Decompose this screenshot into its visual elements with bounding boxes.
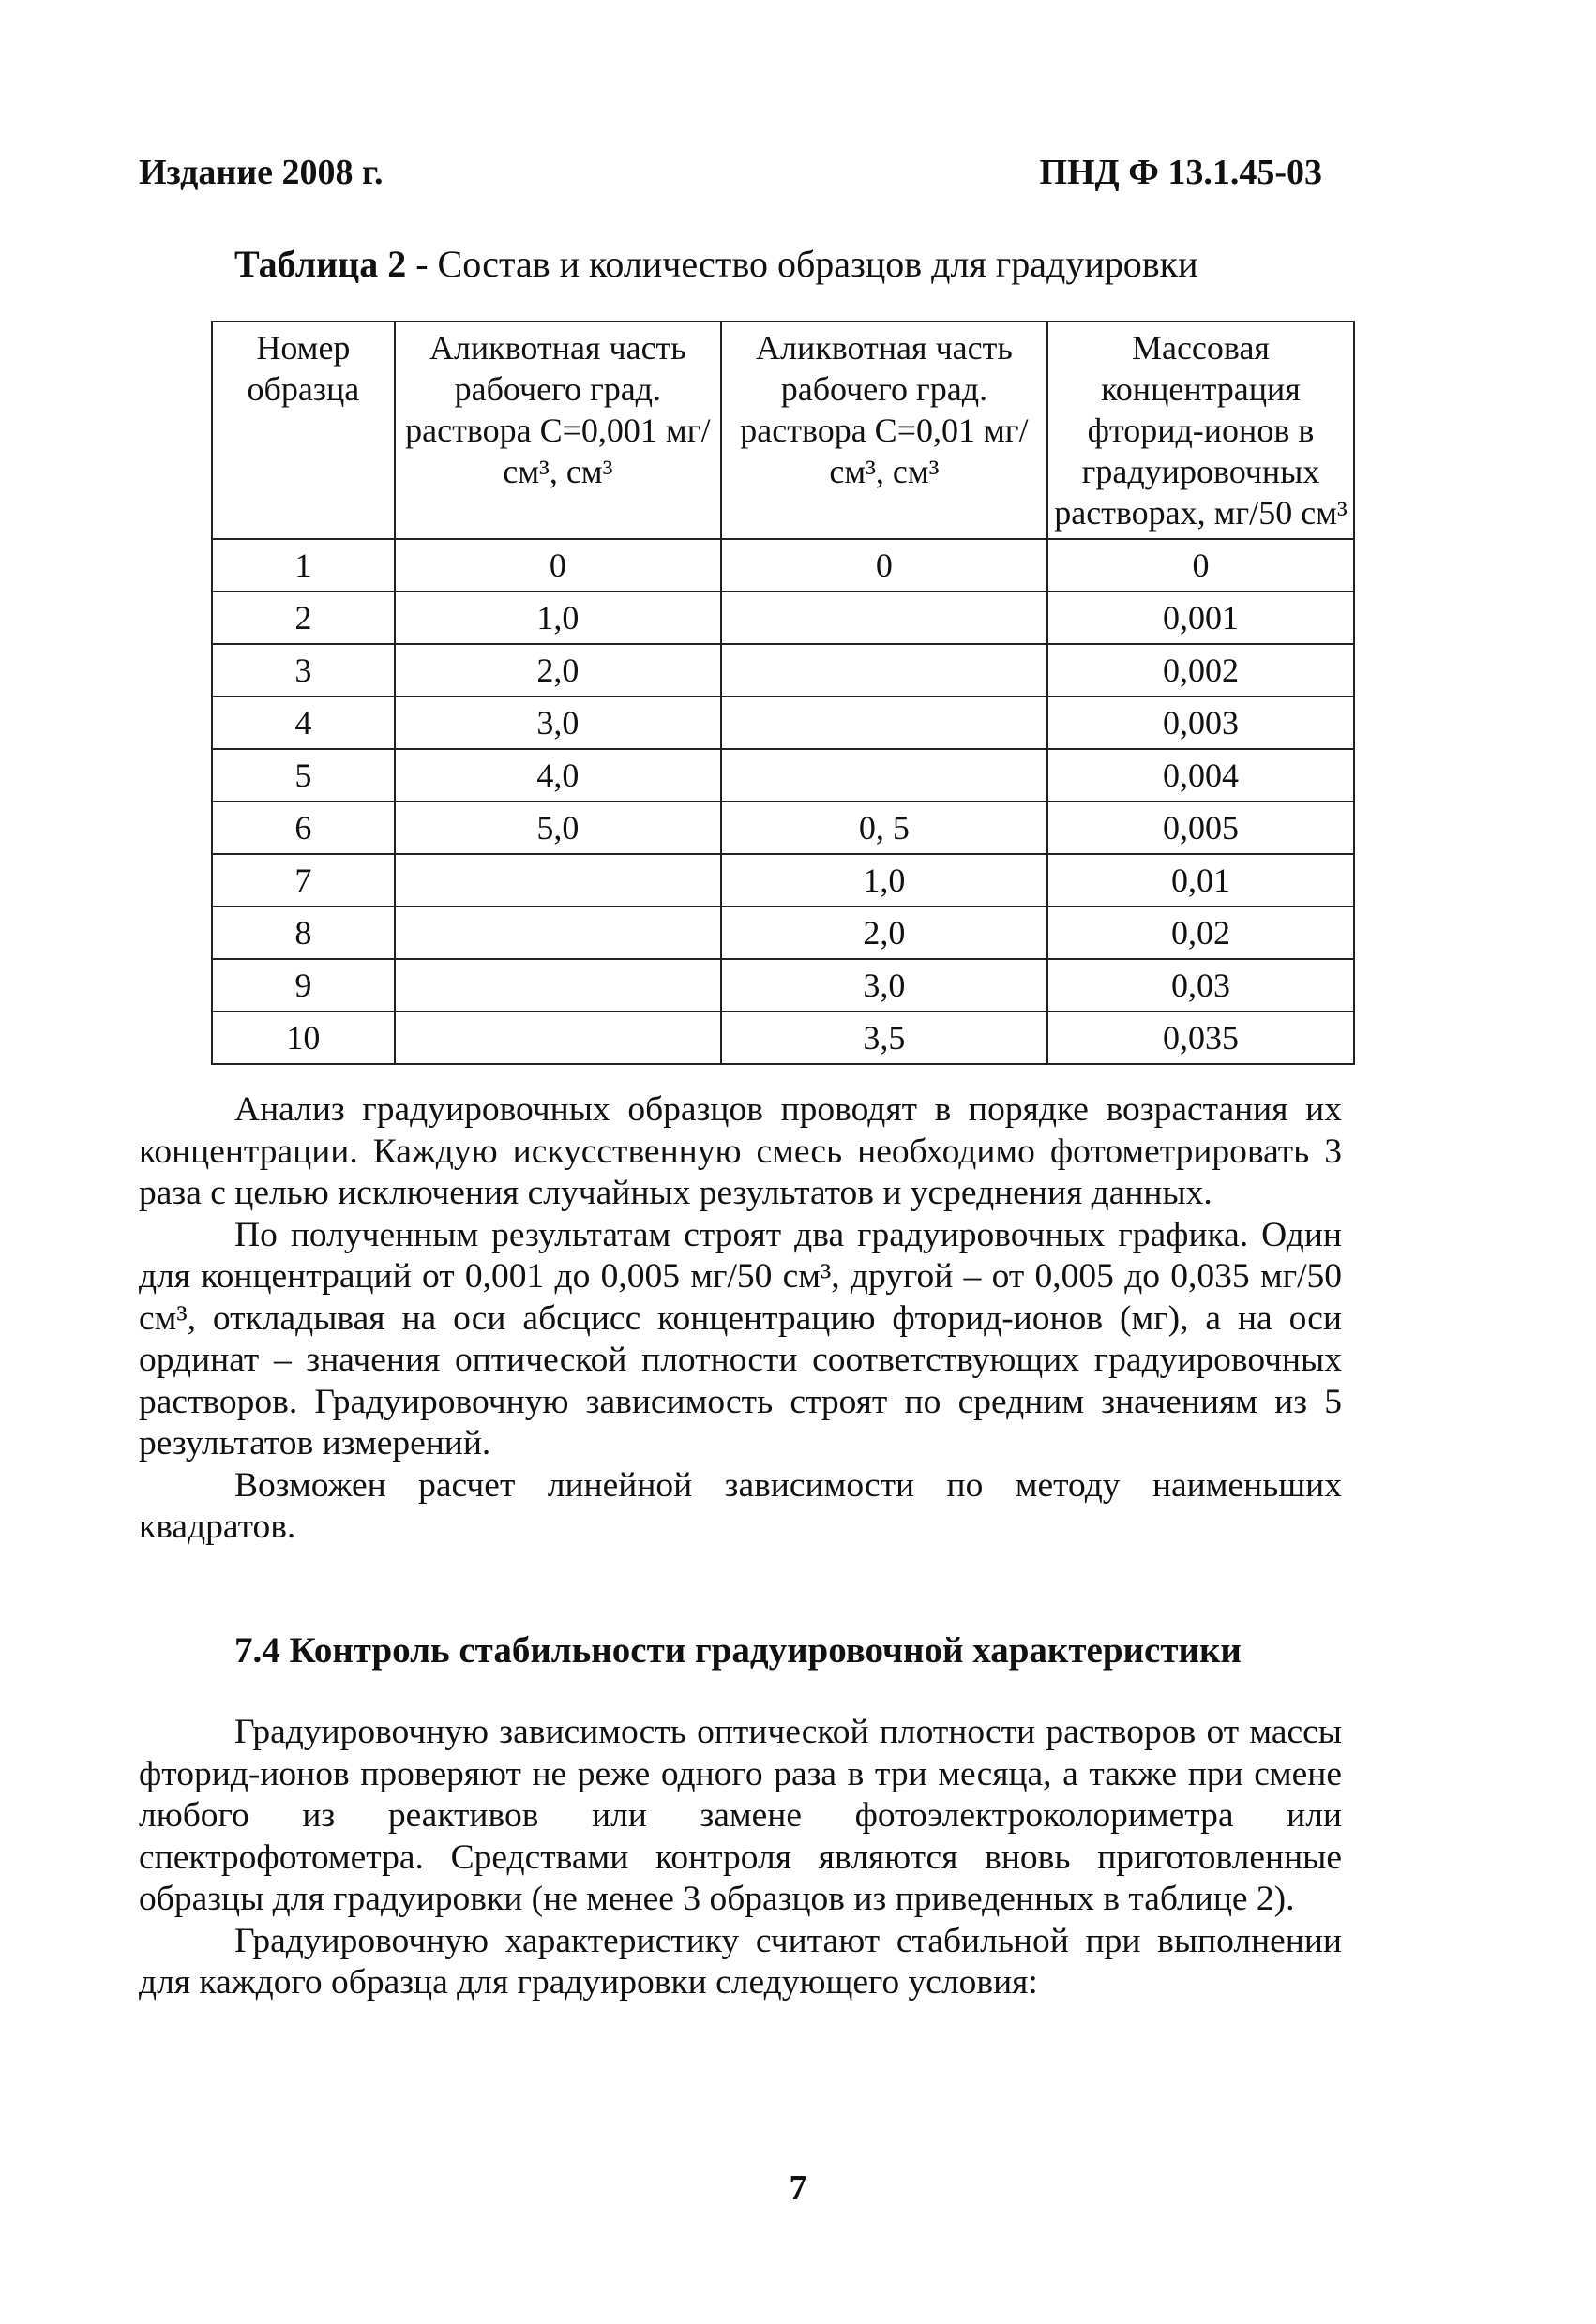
edition-label: Издание 2008 г. [139,153,384,192]
table-cell: 4 [212,697,395,749]
column-header-mass-concentration: Массовая концентрация фторид-ионов в градуировочных растворах, мг/50 см³ [1047,322,1354,539]
table-cell: 3,0 [395,697,721,749]
table-cell: 0,035 [1047,1012,1354,1064]
stability-text [139,1712,1342,2004]
table-cell: 7 [212,854,395,907]
document-code: ПНД Ф 13.1.45-03 [1039,153,1322,192]
table-cell: 10 [212,1012,395,1064]
table-cell: 1,0 [395,592,721,644]
table-caption-text: - Состав и количество образцов для градуировки [406,243,1198,285]
table-cell [395,907,721,959]
table-cell: 1 [212,539,395,592]
table-cell: 0 [395,539,721,592]
table-cell [721,749,1047,802]
table-cell: 6 [212,802,395,854]
paragraph: Возможен расчет линейной зависимости по методу наименьших квадратов. [139,1465,1342,1546]
table-row [212,539,1354,592]
table-row [212,1012,1354,1064]
table-row [212,749,1354,802]
table-cell: 2,0 [721,907,1047,959]
table-row [212,592,1354,644]
paragraph: По полученным результатам строят два градуировочных графика. Один для концентраций от 0,001 до 0,005 мг/50 см³, другой – от 0,005 до 0,035 мг/50 см³, откладывая на оси абсцисс концентрацию фторид-ионов (мг), а на оси ординат – значения оптической плотности соответствующих градуировочных растворов. Градуировочную зависимость строят по средним значениям из 5 результатов измерений. [139,1215,1342,1462]
page-number: 7 [789,2168,807,2208]
table-cell: 2,0 [395,644,721,697]
table-row [212,802,1354,854]
paragraph: Градуировочную зависимость оптической плотности растворов от массы фторид-ионов проверяют не реже одного раза в три месяца, а также при смене любого из реактивов или замене фотоэлектроколориметра или спектрофотометра. Средствами контроля являются вновь приготовленные образцы для градуировки (не менее 3 образцов из приведенных в таблице 2). [139,1713,1342,1918]
table-cell [395,1012,721,1064]
table-cell [721,644,1047,697]
table-cell: 1,0 [721,854,1047,907]
table-cell: 9 [212,959,395,1012]
table-cell: 3 [212,644,395,697]
table-row [212,959,1354,1012]
table-cell [721,592,1047,644]
table-row [212,854,1354,907]
calibration-table [211,321,1355,1065]
column-header-aliquot-0001: Аликвотная часть рабочего град. раствора С=0,001 мг/см³, см³ [395,322,721,539]
table-cell: 3,5 [721,1012,1047,1064]
table-cell: 5,0 [395,802,721,854]
paragraph: Градуировочную характеристику считают стабильной при выполнении для каждого образца для градуировки следующего условия: [139,1921,1342,2002]
table-cell: 0,01 [1047,854,1354,907]
table-cell: 8 [212,907,395,959]
table-header-row [212,322,1354,539]
column-header-aliquot-001: Аликвотная часть рабочего град. раствора С=0,01 мг/см³, см³ [721,322,1047,539]
table-row [212,907,1354,959]
table-cell: 2 [212,592,395,644]
table-cell: 0,001 [1047,592,1354,644]
table-row [212,697,1354,749]
analysis-text [139,1089,1342,1549]
table-caption-number: Таблица 2 [234,243,407,285]
table-cell: 0 [721,539,1047,592]
table-cell: 0 [1047,539,1354,592]
section-title: 7.4 Контроль стабильности градуировочной характеристики [234,1630,1242,1671]
table-cell: 0,03 [1047,959,1354,1012]
table-cell: 0,003 [1047,697,1354,749]
table-cell: 0,004 [1047,749,1354,802]
table-cell: 3,0 [721,959,1047,1012]
table-row [212,644,1354,697]
table-cell: 5 [212,749,395,802]
table-cell [395,959,721,1012]
table-cell: 0,005 [1047,802,1354,854]
paragraph: Анализ градуировочных образцов проводят в порядке возрастания их концентрации. Каждую искусственную смесь необходимо фотометрировать 3 раза с целью исключения случайных результатов и усреднения данных. [139,1090,1342,1212]
table-cell [395,854,721,907]
table-cell: 4,0 [395,749,721,802]
table-caption [234,242,1198,286]
table-cell [721,697,1047,749]
column-header-sample-number: Номер образца [212,322,395,539]
table-cell: 0,02 [1047,907,1354,959]
table-cell: 0,002 [1047,644,1354,697]
table-cell: 0, 5 [721,802,1047,854]
